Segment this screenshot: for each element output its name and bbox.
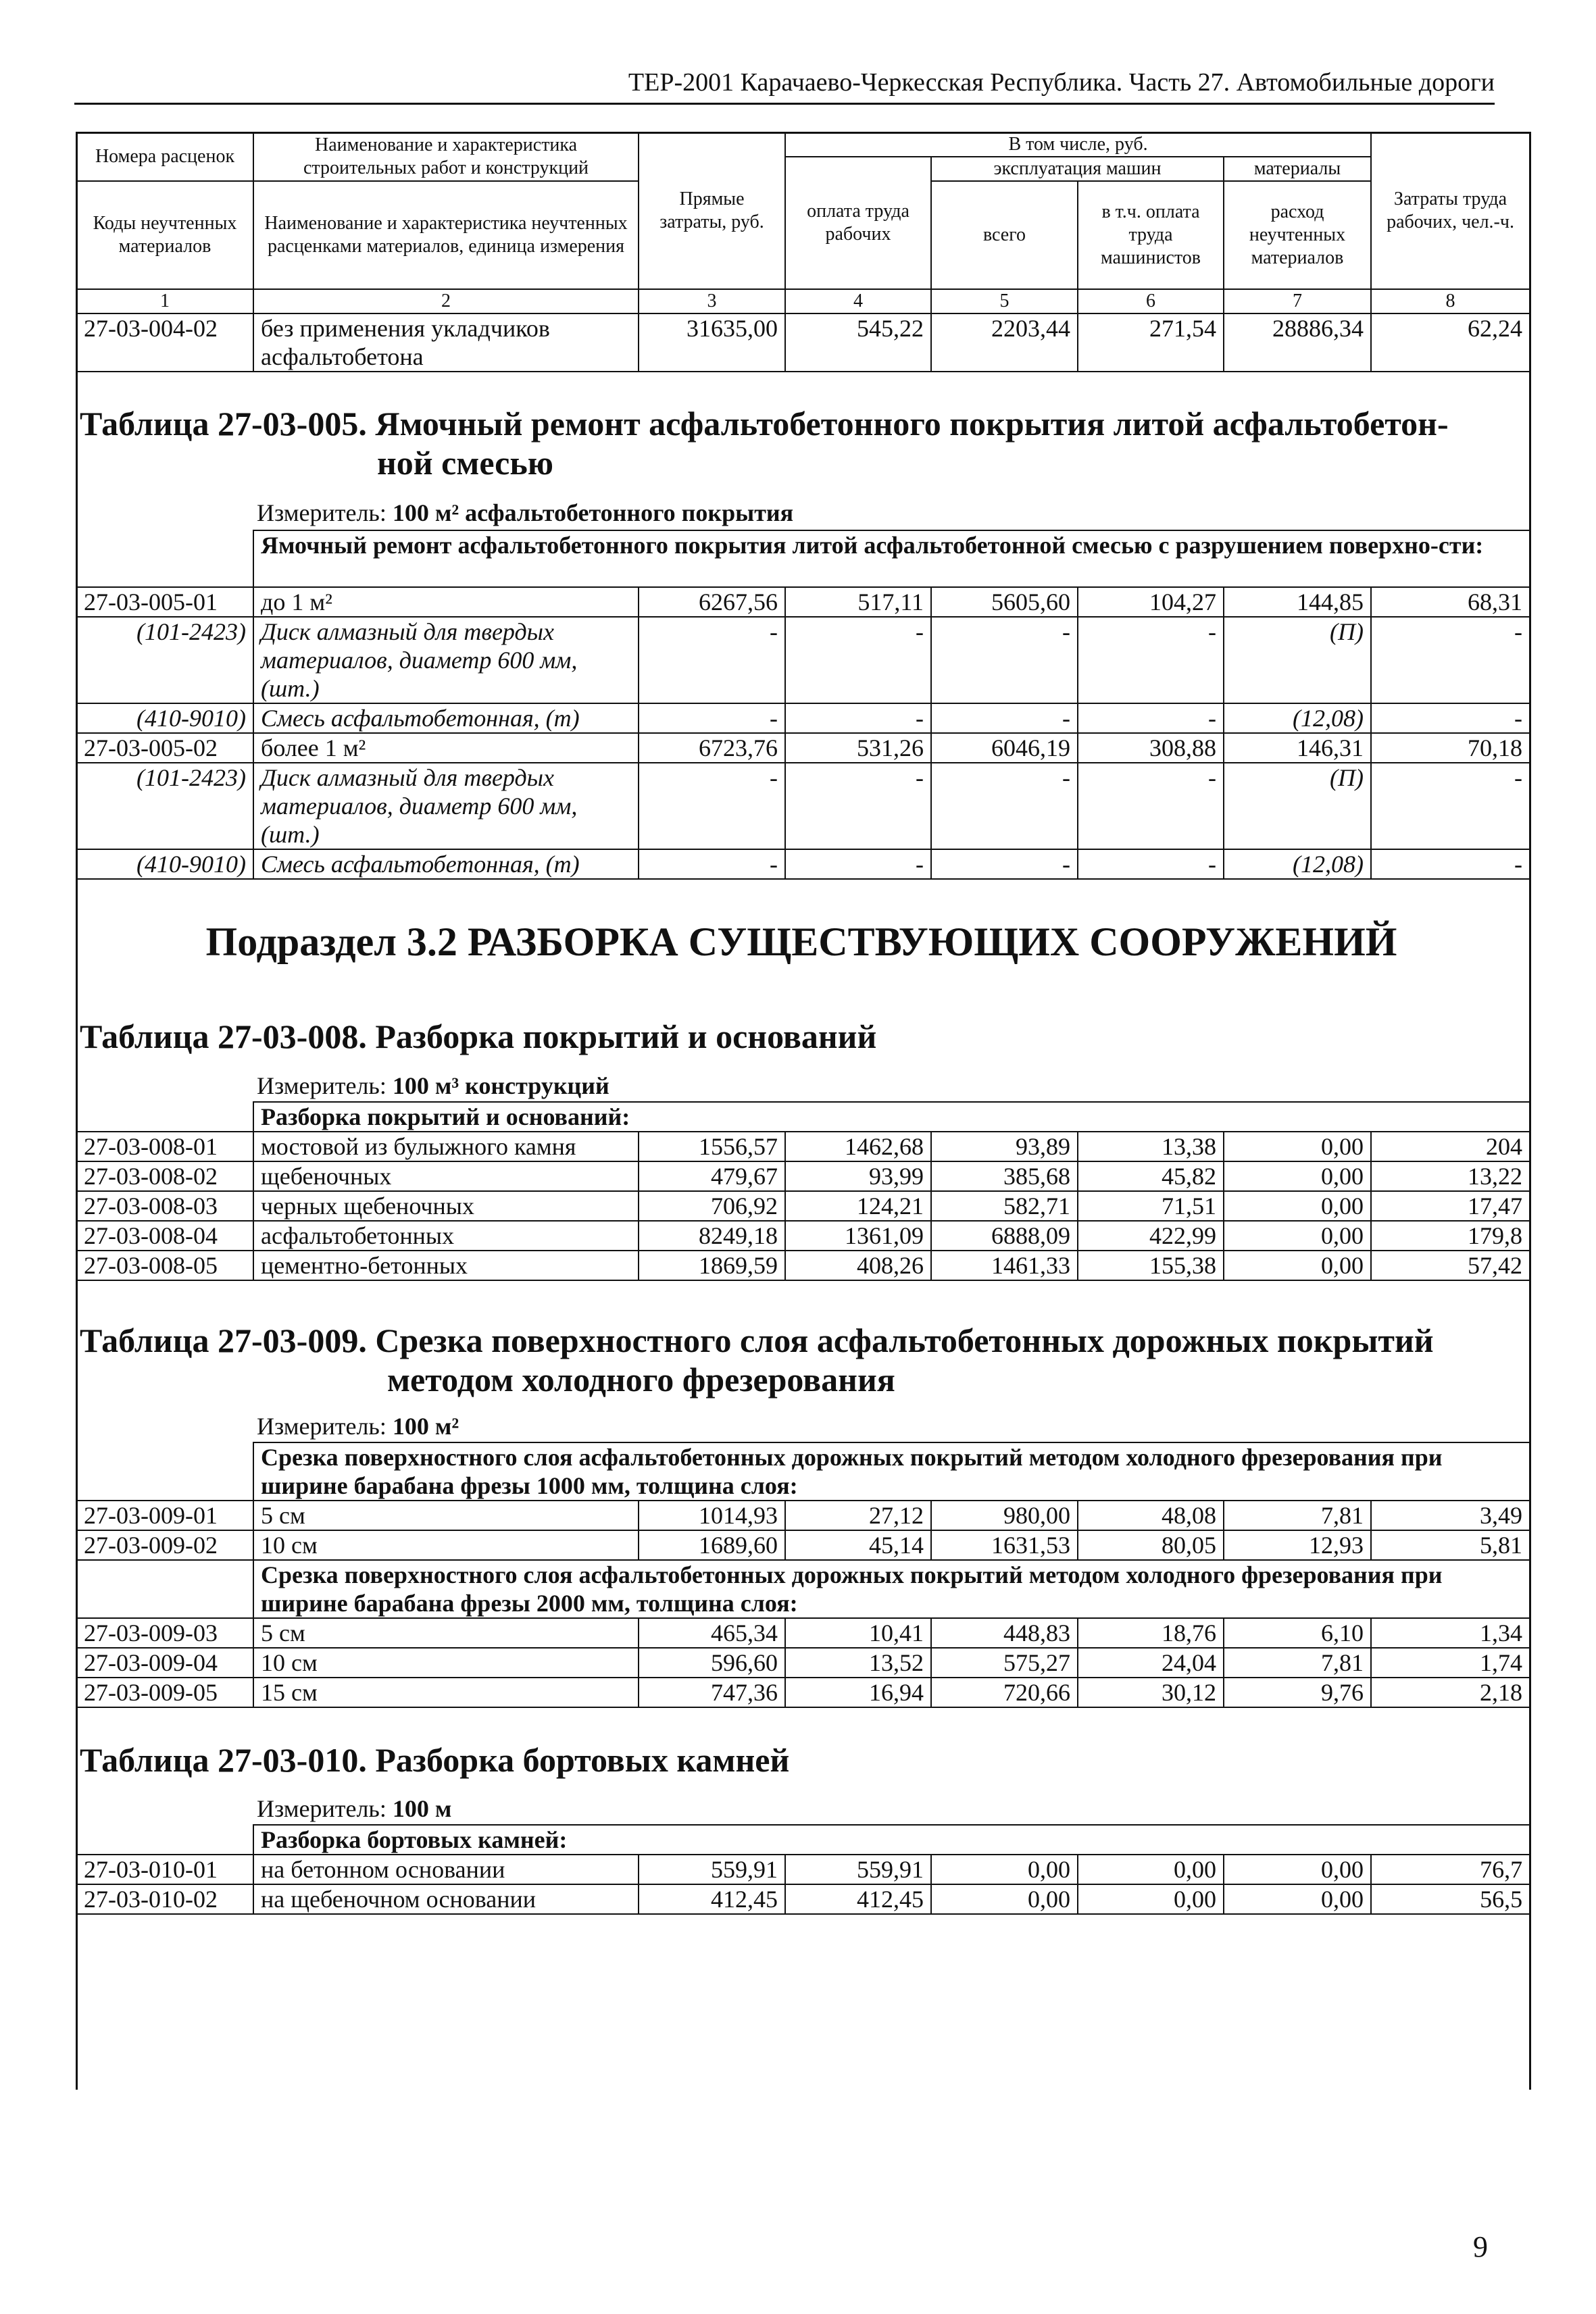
value-cell: 582,71	[931, 1191, 1078, 1221]
value-cell: -	[1371, 849, 1530, 879]
column-header-table	[76, 132, 1530, 372]
table-title-cont: методом холодного фрезерования	[387, 1361, 895, 1399]
rate-code: 27-03-010-02	[76, 1884, 253, 1914]
table-title-text: Таблица 27-03-005. Ямочный ремонт асфальтобетонного покрытия литой асфальтобетон-	[80, 405, 1449, 443]
empty-cell	[76, 1102, 253, 1132]
value-cell: 1556,57	[639, 1132, 785, 1161]
measure-prefix: Измеритель:	[257, 499, 393, 526]
value-cell: 28886,34	[1224, 313, 1371, 372]
value-cell: 0,00	[1224, 1132, 1371, 1161]
table-group-label: Срезка поверхностного слоя асфальтобетонных дорожных покрытий методом холодного фрезерования при ширине барабана фрезы 1000 мм, толщина слоя:	[253, 1442, 1530, 1501]
value-cell: -	[639, 617, 785, 703]
rate-code: 27-03-009-01	[76, 1501, 253, 1530]
rate-name: асфальтобетонных	[253, 1221, 639, 1251]
table-title-005	[80, 404, 1519, 482]
value-cell: 179,8	[1371, 1221, 1530, 1251]
rate-code: 27-03-008-05	[76, 1251, 253, 1280]
rate-code: 27-03-009-03	[76, 1618, 253, 1648]
value-cell: (П)	[1224, 763, 1371, 849]
table-row	[76, 617, 1530, 703]
value-cell: 1462,68	[785, 1132, 931, 1161]
table-row	[76, 1530, 1530, 1560]
rate-code: (410-9010)	[76, 703, 253, 733]
measure-prefix: Измеритель:	[257, 1072, 393, 1099]
table-row	[76, 1161, 1530, 1191]
rate-code: 27-03-009-04	[76, 1648, 253, 1678]
header-name-bottom: Наименование и характеристика неучтенных расценками материалов, единица измерения	[253, 181, 639, 289]
rate-name: 5 см	[253, 1618, 639, 1648]
value-cell: 27,12	[785, 1501, 931, 1530]
value-cell: 56,5	[1371, 1884, 1530, 1914]
table-row	[76, 1855, 1530, 1884]
value-cell: 5,81	[1371, 1530, 1530, 1560]
value-cell: 0,00	[1224, 1884, 1371, 1914]
value-cell: 6888,09	[931, 1221, 1078, 1251]
measure-008	[257, 1072, 609, 1100]
measure-005	[257, 499, 793, 527]
value-cell: 980,00	[931, 1501, 1078, 1530]
empty-cell	[76, 1442, 253, 1501]
value-cell: -	[1078, 703, 1224, 733]
value-cell: 1631,53	[931, 1530, 1078, 1560]
table-row	[76, 1251, 1530, 1280]
value-cell: 0,00	[931, 1884, 1078, 1914]
rate-code: (101-2423)	[76, 617, 253, 703]
value-cell: 2203,44	[931, 313, 1078, 372]
value-cell: 62,24	[1371, 313, 1530, 372]
value-cell: 7,81	[1224, 1648, 1371, 1678]
value-cell: 545,22	[785, 313, 931, 372]
value-cell: -	[639, 703, 785, 733]
value-cell: 24,04	[1078, 1648, 1224, 1678]
rate-name: щебеночных	[253, 1161, 639, 1191]
value-cell: 1,34	[1371, 1618, 1530, 1648]
value-cell: 31635,00	[639, 313, 785, 372]
table-title-008: Таблица 27-03-008. Разборка покрытий и оснований	[80, 1017, 877, 1055]
rate-name: более 1 м²	[253, 733, 639, 763]
table-group-label: Срезка поверхностного слоя асфальтобетонных дорожных покрытий методом холодного фрезерования при ширине барабана фрезы 2000 мм, толщина слоя:	[253, 1560, 1530, 1618]
table-title-cont: ной смесью	[377, 444, 554, 482]
rate-name: до 1 м²	[253, 587, 639, 617]
measure-010	[257, 1794, 451, 1823]
value-cell: -	[785, 849, 931, 879]
value-cell: 70,18	[1371, 733, 1530, 763]
value-cell: 71,51	[1078, 1191, 1224, 1221]
rate-code: (101-2423)	[76, 763, 253, 849]
value-cell: -	[931, 849, 1078, 879]
table-row	[76, 733, 1530, 763]
rate-code: 27-03-008-01	[76, 1132, 253, 1161]
value-cell: 76,7	[1371, 1855, 1530, 1884]
rate-name: черных щебеночных	[253, 1191, 639, 1221]
value-cell: 5605,60	[931, 587, 1078, 617]
header-direct-costs: Прямые затраты, руб.	[639, 132, 785, 289]
value-cell: 16,94	[785, 1678, 931, 1707]
col-num: 6	[1078, 289, 1224, 313]
value-cell: 747,36	[639, 1678, 785, 1707]
table-title-text: Таблица 27-03-009. Срезка поверхностного слоя асфальтобетонных дорожных покрытий	[80, 1322, 1434, 1359]
table-group-label: Разборка покрытий и оснований:	[253, 1102, 1530, 1132]
header-materials: материалы	[1224, 157, 1371, 181]
value-cell: -	[1371, 617, 1530, 703]
value-cell: 18,76	[1078, 1618, 1224, 1648]
value-cell: 6,10	[1224, 1618, 1371, 1648]
value-cell: 80,05	[1078, 1530, 1224, 1560]
value-cell: 479,67	[639, 1161, 785, 1191]
header-name-top: Наименование и характеристика строительных работ и конструкций	[253, 132, 639, 181]
value-cell: 1461,33	[931, 1251, 1078, 1280]
value-cell: 13,38	[1078, 1132, 1224, 1161]
value-cell: 30,12	[1078, 1678, 1224, 1707]
table-row	[76, 587, 1530, 617]
value-cell: 8249,18	[639, 1221, 785, 1251]
rate-code: (410-9010)	[76, 849, 253, 879]
table-group-row	[76, 1560, 1530, 1618]
value-cell: -	[639, 849, 785, 879]
value-cell: 17,47	[1371, 1191, 1530, 1221]
rate-code: 27-03-005-01	[76, 587, 253, 617]
table-title-009	[80, 1321, 1519, 1399]
rate-code: 27-03-008-04	[76, 1221, 253, 1251]
value-cell: 2,18	[1371, 1678, 1530, 1707]
header-machines: эксплуатация машин	[931, 157, 1224, 181]
value-cell: 720,66	[931, 1678, 1078, 1707]
header-including: В том числе, руб.	[785, 132, 1371, 157]
value-cell: 385,68	[931, 1161, 1078, 1191]
header-labor-pay: оплата труда рабочих	[785, 157, 931, 289]
rate-name: Смесь асфальтобетонная, (т)	[253, 849, 639, 879]
measure-prefix: Измеритель:	[257, 1413, 393, 1440]
table-row	[76, 1648, 1530, 1678]
value-cell: 204	[1371, 1132, 1530, 1161]
rate-code: 27-03-004-02	[76, 313, 253, 372]
value-cell: 0,00	[1224, 1221, 1371, 1251]
value-cell: 93,99	[785, 1161, 931, 1191]
rate-code: 27-03-008-03	[76, 1191, 253, 1221]
table-group-label: Ямочный ремонт асфальтобетонного покрытия литой асфальтобетонной смесью с разрушением поверхно-сти:	[253, 530, 1530, 587]
value-cell: 0,00	[1078, 1855, 1224, 1884]
value-cell: 7,81	[1224, 1501, 1371, 1530]
value-cell: 68,31	[1371, 587, 1530, 617]
value-cell: 1,74	[1371, 1648, 1530, 1678]
empty-cell	[76, 1825, 253, 1855]
empty-cell	[76, 530, 253, 587]
col-num: 3	[639, 289, 785, 313]
table-010	[76, 1824, 1530, 1915]
value-cell: -	[931, 703, 1078, 733]
table-row	[76, 1618, 1530, 1648]
header-machines-labor: в т.ч. оплата труда машинистов	[1078, 181, 1224, 289]
value-cell: 155,38	[1078, 1251, 1224, 1280]
table-005	[76, 530, 1530, 880]
value-cell: 531,26	[785, 733, 931, 763]
value-cell: 465,34	[639, 1618, 785, 1648]
rate-code: 27-03-009-02	[76, 1530, 253, 1560]
value-cell: 0,00	[1224, 1161, 1371, 1191]
value-cell: 0,00	[1224, 1191, 1371, 1221]
table-008	[76, 1101, 1530, 1281]
measure-value: 100 м² асфальтобетонного покрытия	[392, 499, 794, 526]
rate-code: 27-03-008-02	[76, 1161, 253, 1191]
value-cell: (12,08)	[1224, 849, 1371, 879]
value-cell: 9,76	[1224, 1678, 1371, 1707]
value-cell: 6046,19	[931, 733, 1078, 763]
value-cell: -	[785, 617, 931, 703]
table-group-label: Разборка бортовых камней:	[253, 1825, 1530, 1855]
table-009	[76, 1442, 1530, 1708]
value-cell: -	[1371, 763, 1530, 849]
col-num: 4	[785, 289, 931, 313]
table-row	[76, 1191, 1530, 1221]
rate-name: 10 см	[253, 1648, 639, 1678]
value-cell: 1689,60	[639, 1530, 785, 1560]
value-cell: -	[639, 763, 785, 849]
measure-value: 100 м²	[392, 1413, 459, 1440]
value-cell: -	[1371, 703, 1530, 733]
value-cell: 517,11	[785, 587, 931, 617]
rate-name: на щебеночном основании	[253, 1884, 639, 1914]
rate-name: Диск алмазный для твердых материалов, диаметр 600 мм, (шт.)	[253, 763, 639, 849]
header-codes-top: Номера расценок	[76, 132, 253, 181]
col-num: 7	[1224, 289, 1371, 313]
value-cell: 0,00	[931, 1855, 1078, 1884]
value-cell: 13,52	[785, 1648, 931, 1678]
table-row	[76, 763, 1530, 849]
rate-code: 27-03-005-02	[76, 733, 253, 763]
rate-name: цементно-бетонных	[253, 1251, 639, 1280]
value-cell: 408,26	[785, 1251, 931, 1280]
value-cell: -	[1078, 763, 1224, 849]
rate-name: 10 см	[253, 1530, 639, 1560]
value-cell: (П)	[1224, 617, 1371, 703]
value-cell: 104,27	[1078, 587, 1224, 617]
value-cell: 559,91	[639, 1855, 785, 1884]
measure-value: 100 м³ конструкций	[392, 1072, 609, 1099]
value-cell: 93,89	[931, 1132, 1078, 1161]
value-cell: 57,42	[1371, 1251, 1530, 1280]
value-cell: 412,45	[639, 1884, 785, 1914]
table-row	[76, 1501, 1530, 1530]
running-header: ТЕР-2001 Карачаево-Черкесская Республика. Часть 27. Автомобильные дороги	[74, 68, 1495, 105]
value-cell: 1014,93	[639, 1501, 785, 1530]
value-cell: -	[785, 703, 931, 733]
value-cell: 146,31	[1224, 733, 1371, 763]
value-cell: 13,22	[1371, 1161, 1530, 1191]
rate-name: 15 см	[253, 1678, 639, 1707]
value-cell: 124,21	[785, 1191, 931, 1221]
table-group-row	[76, 1442, 1530, 1501]
rate-code: 27-03-010-01	[76, 1855, 253, 1884]
value-cell: 0,00	[1224, 1251, 1371, 1280]
col-num: 5	[931, 289, 1078, 313]
value-cell: 596,60	[639, 1648, 785, 1678]
measure-009	[257, 1412, 459, 1440]
col-num: 2	[253, 289, 639, 313]
value-cell: 6723,76	[639, 733, 785, 763]
value-cell: 45,14	[785, 1530, 931, 1560]
section-title: Подраздел 3.2 РАЗБОРКА СУЩЕСТВУЮЩИХ СООРУЖЕНИЙ	[205, 920, 1397, 964]
header-labor-cost: Затраты труда рабочих, чел.-ч.	[1371, 132, 1530, 289]
value-cell: -	[1078, 849, 1224, 879]
rate-code: 27-03-009-05	[76, 1678, 253, 1707]
value-cell: 144,85	[1224, 587, 1371, 617]
value-cell: (12,08)	[1224, 703, 1371, 733]
rate-name: 5 см	[253, 1501, 639, 1530]
value-cell: 308,88	[1078, 733, 1224, 763]
table-row	[76, 1221, 1530, 1251]
rate-name: мостовой из булыжного камня	[253, 1132, 639, 1161]
value-cell: 1869,59	[639, 1251, 785, 1280]
value-cell: 412,45	[785, 1884, 931, 1914]
value-cell: 48,08	[1078, 1501, 1224, 1530]
measure-value: 100 м	[392, 1795, 452, 1822]
header-machines-total: всего	[931, 181, 1078, 289]
value-cell: 10,41	[785, 1618, 931, 1648]
table-row	[76, 1678, 1530, 1707]
value-cell: 0,00	[1078, 1884, 1224, 1914]
header-materials-unaccounted: расход неучтенных материалов	[1224, 181, 1371, 289]
col-num: 1	[76, 289, 253, 313]
rate-name: Диск алмазный для твердых материалов, диаметр 600 мм, (шт.)	[253, 617, 639, 703]
value-cell: 575,27	[931, 1648, 1078, 1678]
measure-prefix: Измеритель:	[257, 1795, 393, 1822]
table-row	[76, 703, 1530, 733]
col-num: 8	[1371, 289, 1530, 313]
value-cell: 0,00	[1224, 1855, 1371, 1884]
value-cell: 12,93	[1224, 1530, 1371, 1560]
value-cell: 1361,09	[785, 1221, 931, 1251]
value-cell: 3,49	[1371, 1501, 1530, 1530]
value-cell: -	[931, 617, 1078, 703]
value-cell: 448,83	[931, 1618, 1078, 1648]
value-cell: 559,91	[785, 1855, 931, 1884]
value-cell: 6267,56	[639, 587, 785, 617]
value-cell: 271,54	[1078, 313, 1224, 372]
value-cell: -	[1078, 617, 1224, 703]
header-codes-bottom: Коды неучтенных материалов	[76, 181, 253, 289]
empty-cell	[76, 1560, 253, 1618]
page-number: 9	[1473, 2230, 1488, 2263]
value-cell: -	[931, 763, 1078, 849]
table-row	[76, 1884, 1530, 1914]
value-cell: 45,82	[1078, 1161, 1224, 1191]
value-cell: 706,92	[639, 1191, 785, 1221]
value-cell: -	[785, 763, 931, 849]
rate-name: Смесь асфальтобетонная, (т)	[253, 703, 639, 733]
table-row	[76, 1132, 1530, 1161]
table-row	[76, 849, 1530, 879]
value-cell: 422,99	[1078, 1221, 1224, 1251]
table-title-010: Таблица 27-03-010. Разборка бортовых камней	[80, 1741, 790, 1779]
rate-name: без применения укладчиков асфальтобетона	[253, 313, 639, 372]
rate-name: на бетонном основании	[253, 1855, 639, 1884]
